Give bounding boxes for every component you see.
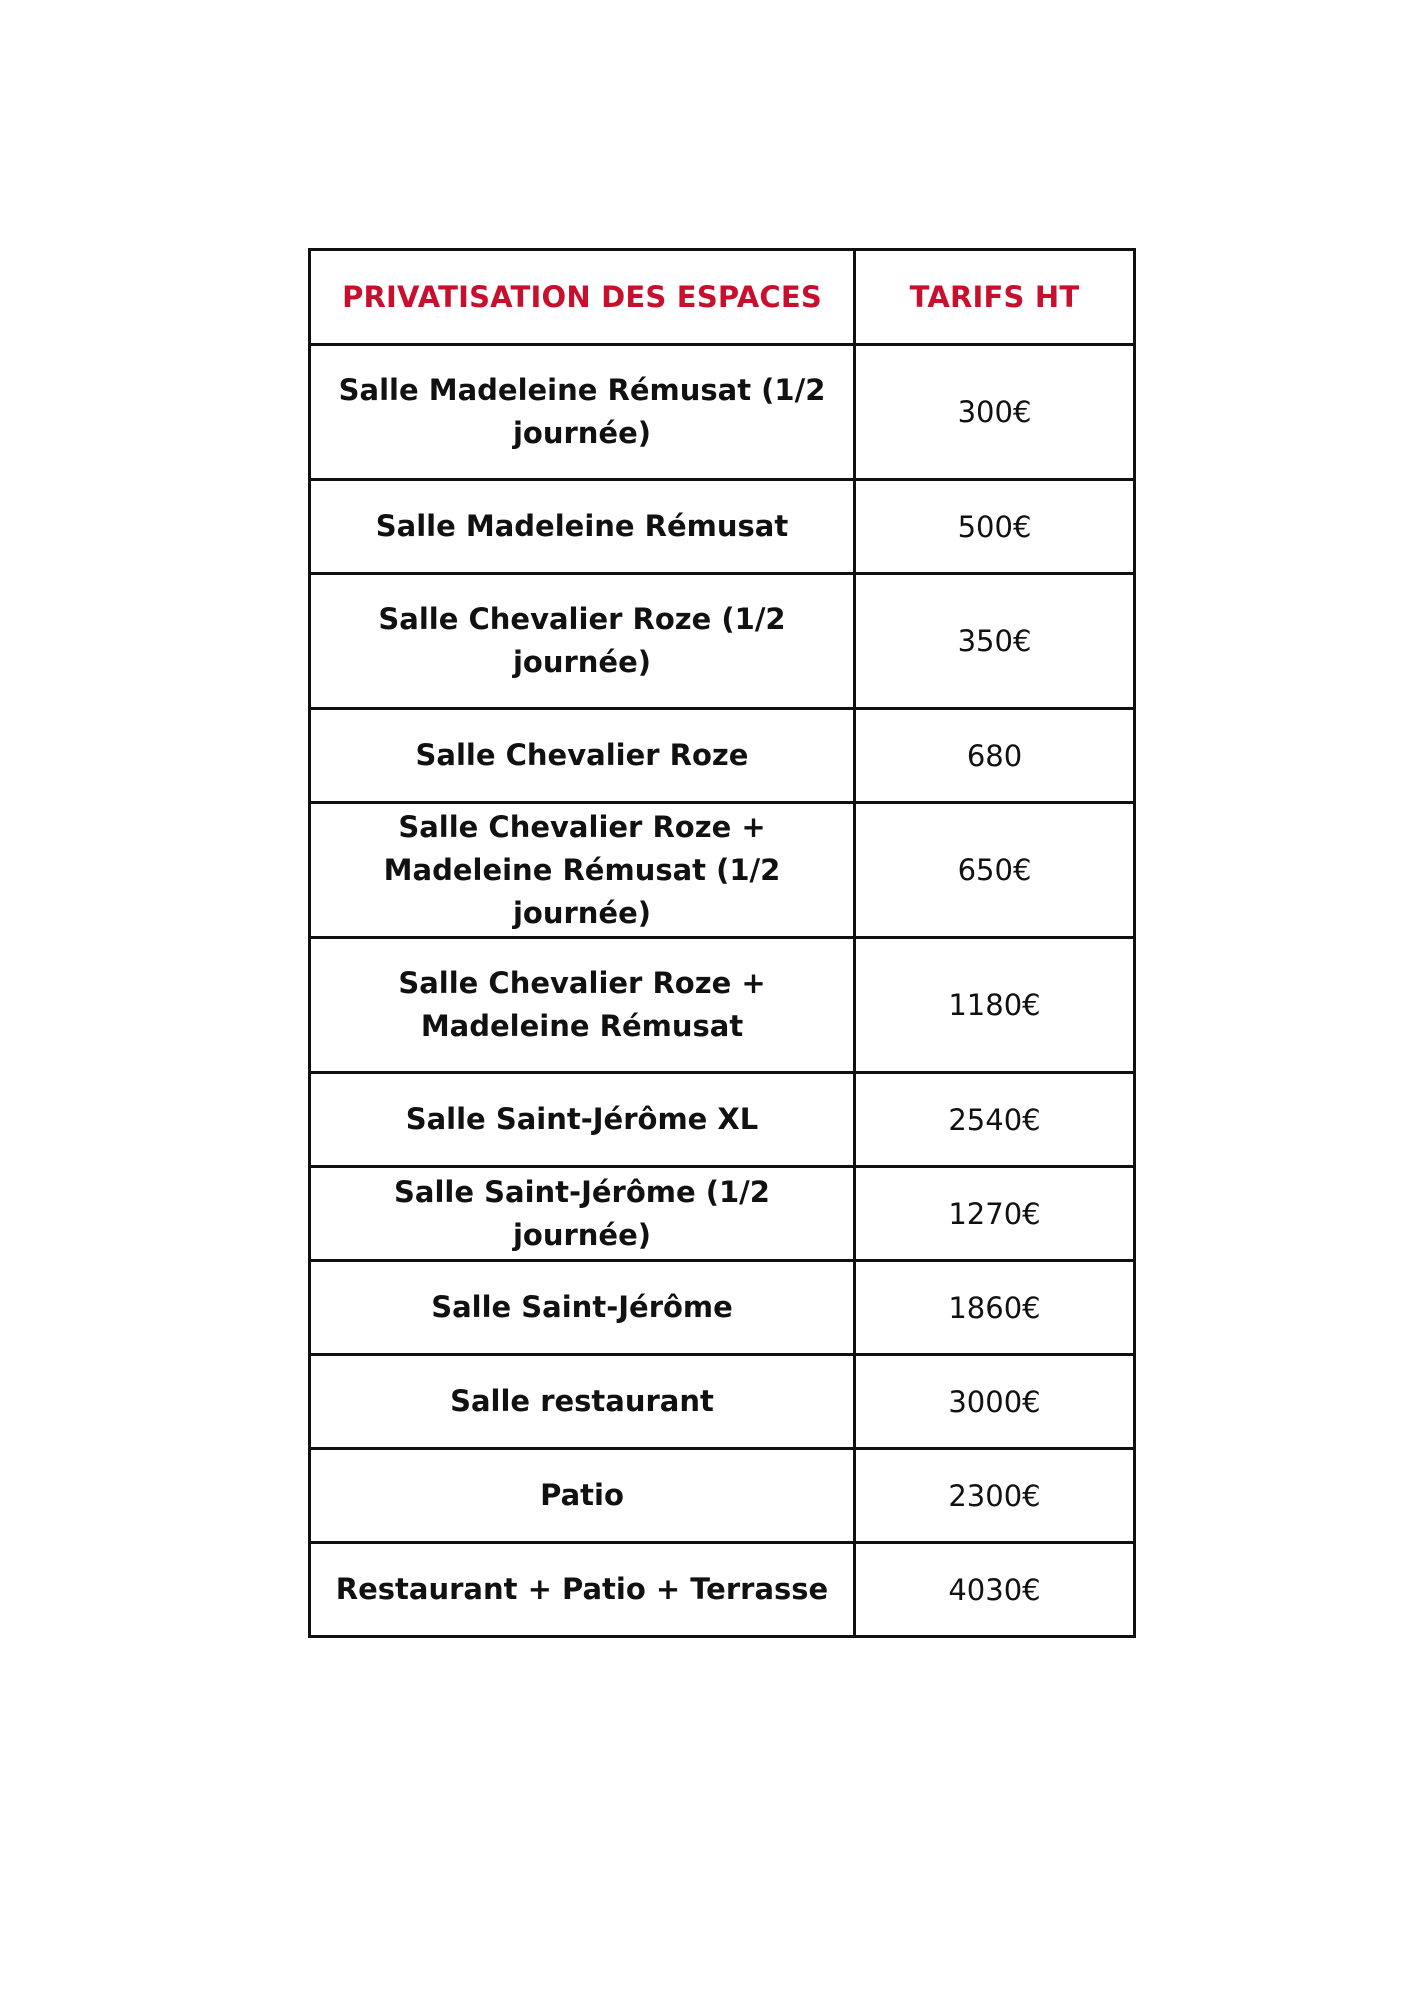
space-name: Salle Saint-Jérôme [310, 1261, 855, 1355]
space-name: Salle Saint-Jérôme XL [310, 1073, 855, 1167]
header-price: TARIFS HT [855, 250, 1135, 345]
space-price: 1860€ [855, 1261, 1135, 1355]
pricing-table [308, 248, 1136, 1638]
table-row [310, 1261, 1135, 1355]
space-name: Salle Chevalier Roze + Madeleine Rémusat [310, 938, 855, 1073]
space-price: 650€ [855, 803, 1135, 938]
space-price: 3000€ [855, 1355, 1135, 1449]
table-row [310, 709, 1135, 803]
space-name: Restaurant + Patio + Terrasse [310, 1543, 855, 1637]
space-price: 500€ [855, 480, 1135, 574]
space-name: Salle Chevalier Roze (1/2 journée) [310, 574, 855, 709]
space-price: 1270€ [855, 1167, 1135, 1261]
space-price: 680 [855, 709, 1135, 803]
table-row [310, 1167, 1135, 1261]
space-price: 1180€ [855, 938, 1135, 1073]
table-row [310, 480, 1135, 574]
table-row [310, 803, 1135, 938]
space-price: 4030€ [855, 1543, 1135, 1637]
space-price: 350€ [855, 574, 1135, 709]
table-header-row [310, 250, 1135, 345]
space-name: Salle Saint-Jérôme (1/2 journée) [310, 1167, 855, 1261]
table-row [310, 1073, 1135, 1167]
space-price: 300€ [855, 345, 1135, 480]
space-name: Patio [310, 1449, 855, 1543]
table-row [310, 574, 1135, 709]
table-row [310, 1449, 1135, 1543]
header-space: PRIVATISATION DES ESPACES [310, 250, 855, 345]
table-row [310, 1355, 1135, 1449]
space-name: Salle Madeleine Rémusat [310, 480, 855, 574]
space-name: Salle Chevalier Roze [310, 709, 855, 803]
space-name: Salle restaurant [310, 1355, 855, 1449]
table-row [310, 938, 1135, 1073]
space-price: 2540€ [855, 1073, 1135, 1167]
space-name: Salle Madeleine Rémusat (1/2 journée) [310, 345, 855, 480]
space-price: 2300€ [855, 1449, 1135, 1543]
table-row [310, 345, 1135, 480]
space-name: Salle Chevalier Roze + Madeleine Rémusat (1/2 journée) [310, 803, 855, 938]
table-row [310, 1543, 1135, 1637]
